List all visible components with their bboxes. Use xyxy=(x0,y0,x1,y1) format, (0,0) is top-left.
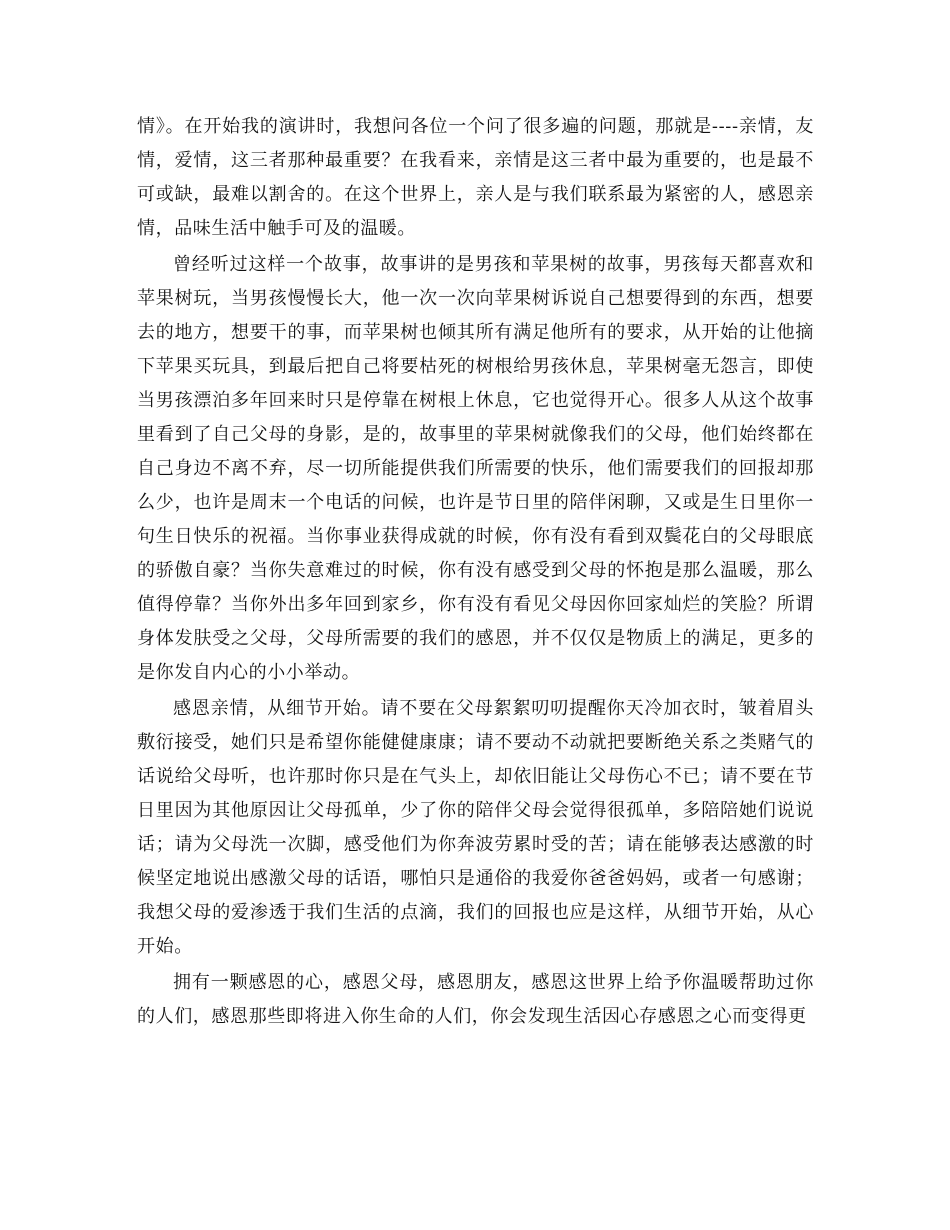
paragraph-4: 拥有一颗感恩的心，感恩父母，感恩朋友，感恩这世界上给予你温暖帮助过你的人们，感恩那些即将进入你生命的人们，你会发现生活因心存感恩之心而变得更 xyxy=(137,972,814,1027)
paragraph-1: 情》。在开始我的演讲时，我想问各位一个问了很多遍的问题，那就是----亲情，友情，爱情，这三者那种最重要？在我看来，亲情是这三者中最为重要的，也是最不可或缺，最难以割舍的。在这个世界上，亲人是与我们联系最为紧密的人，感恩亲情，品味生活中触手可及的温暖。 xyxy=(137,116,814,239)
document-body xyxy=(137,110,814,1036)
paragraph-3: 感恩亲情，从细节开始。请不要在父母絮絮叨叨提醒你天冷加衣时，皱着眉头敷衍接受，她们只是希望你能健健康康；请不要动不动就把要断绝关系之类赌气的话说给父母听，也许那时你只是在气头上，却依旧能让父母伤心不已；请不要在节日里因为其他原因让父母孤单，少了你的陪伴父母会觉得很孤单，多陪陪她们说说话；请为父母洗一次脚，感受他们为你奔波劳累时受的苦；请在能够表达感激的时候坚定地说出感激父母的话语，哪怕只是通俗的我爱你爸爸妈妈，或者一句感谢；我想父母的爱渗透于我们生活的点滴，我们的回报也应是这样，从细节开始，从心开始。 xyxy=(137,698,814,957)
paragraph-2: 曾经听过这样一个故事，故事讲的是男孩和苹果树的故事，男孩每天都喜欢和苹果树玩，当男孩慢慢长大，他一次一次向苹果树诉说自己想要得到的东西，想要去的地方，想要干的事，而苹果树也倾其所有满足他所有的要求，从开始的让他摘下苹果买玩具，到最后把自己将要枯死的树根给男孩休息，苹果树毫无怨言，即使当男孩漂泊多年回来时只是停靠在树根上休息，它也觉得开心。很多人从这个故事里看到了自己父母的身影，是的，故事里的苹果树就像我们的父母，他们始终都在自己身边不离不弃，尽一切所能提供我们所需要的快乐，他们需要我们的回报却那么少，也许是周末一个电话的问候，也许是节日里的陪伴闲聊，又或是生日里你一句生日快乐的祝福。当你事业获得成就的时候，你有没有看到双鬓花白的父母眼底的骄傲自豪？当你失意难过的时候，你有没有感受到父母的怀抱是那么温暖，那么值得停靠？当你外出多年回到家乡，你有没有看见父母因你回家灿烂的笑脸？所谓身体发肤受之父母，父母所需要的我们的感恩，并不仅仅是物质上的满足，更多的是你发自内心的小小举动。 xyxy=(137,254,814,683)
